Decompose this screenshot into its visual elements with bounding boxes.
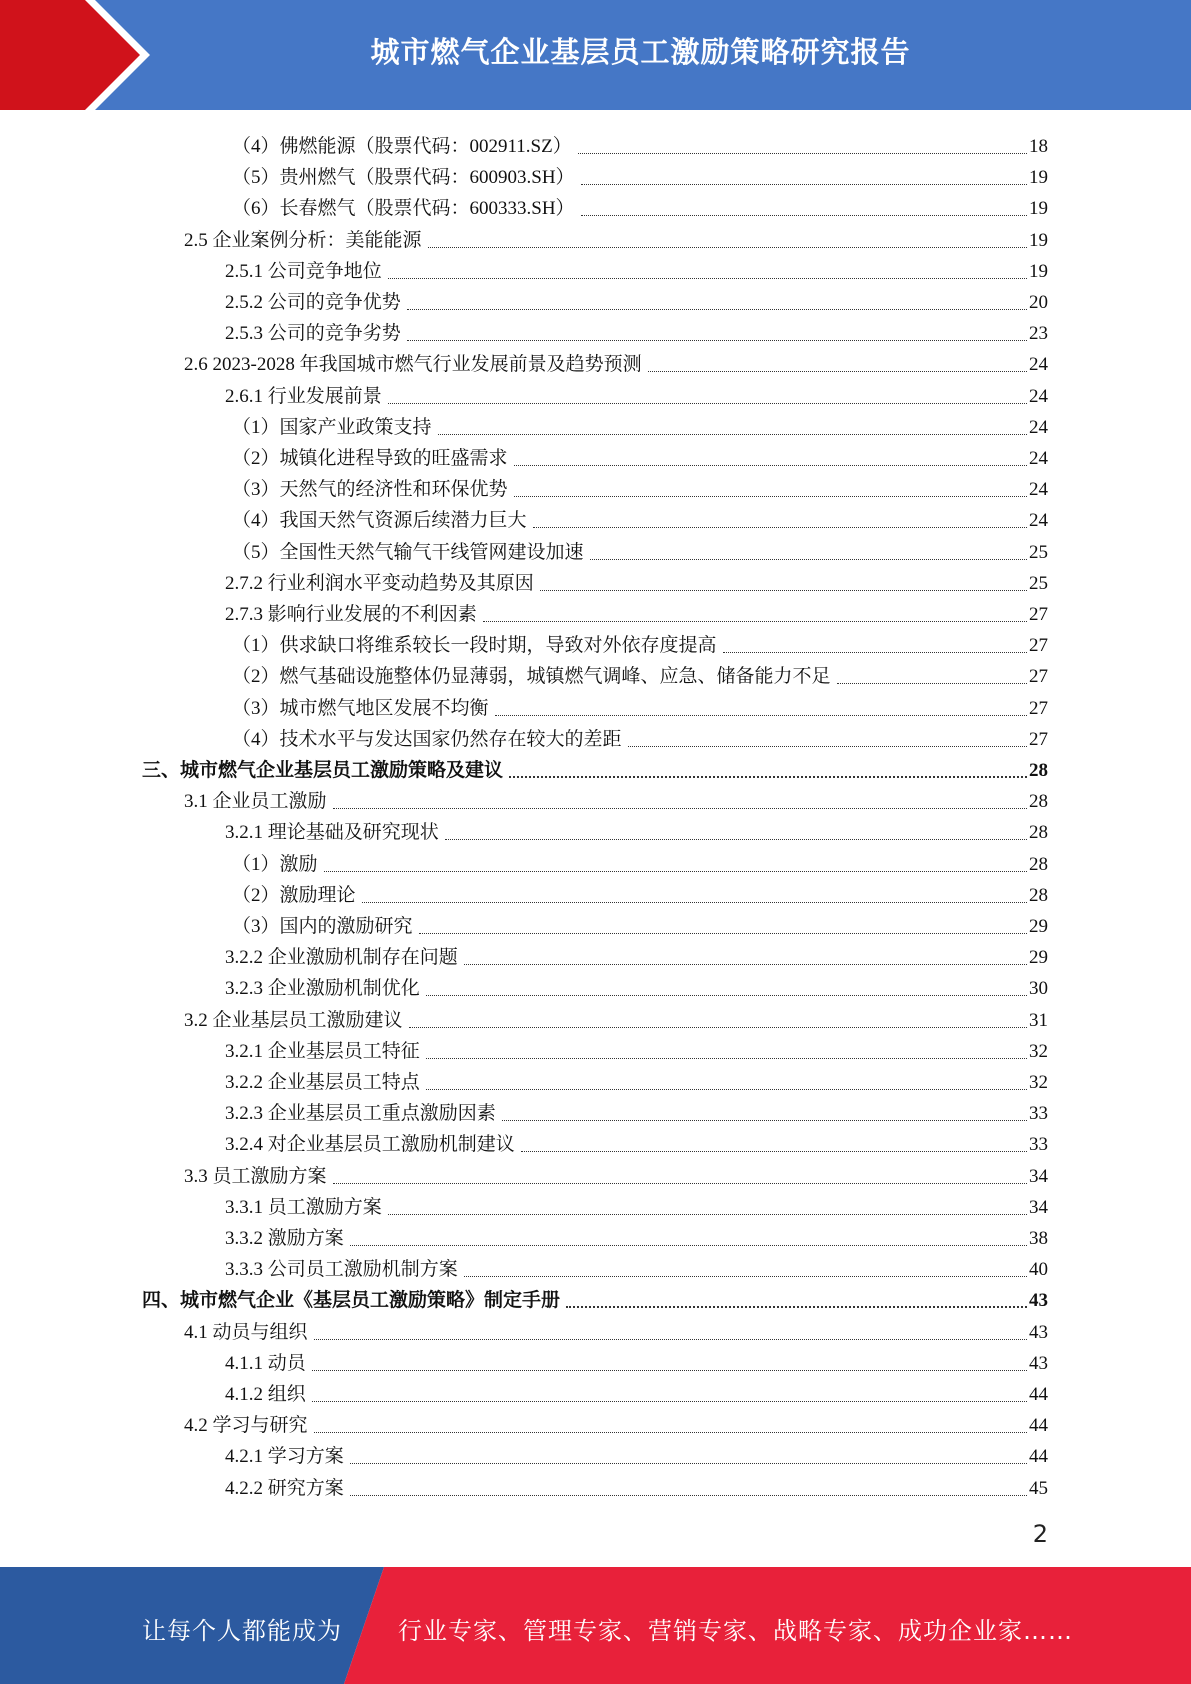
toc-entry-label: 4.2 学习与研究 xyxy=(184,1415,308,1437)
toc-entry[interactable] xyxy=(232,190,1048,221)
toc-leader-dots xyxy=(540,589,1027,591)
toc-entry-label: 3.2.1 企业基层员工特征 xyxy=(225,1040,420,1062)
toc-entry[interactable] xyxy=(232,409,1048,440)
toc-entry[interactable] xyxy=(232,846,1048,877)
toc-entry[interactable] xyxy=(232,159,1048,190)
toc-leader-dots xyxy=(350,1494,1027,1496)
toc-leader-dots xyxy=(581,183,1027,185)
toc-leader-dots xyxy=(533,526,1027,528)
toc-entry[interactable] xyxy=(232,658,1048,689)
toc-entry-label: 2.5.2 公司的竞争优势 xyxy=(225,292,401,313)
toc-entry[interactable] xyxy=(142,1282,1048,1313)
toc-entry[interactable] xyxy=(225,596,1048,627)
toc-entry-page: 24 xyxy=(1029,479,1048,501)
toc-entry[interactable] xyxy=(184,1158,1048,1189)
toc-leader-dots xyxy=(426,994,1027,996)
toc-leader-dots xyxy=(350,1462,1027,1464)
toc-leader-dots xyxy=(648,370,1027,372)
toc-entry-label: 3.2.3 企业激励机制优化 xyxy=(225,978,420,1000)
toc-entry-page: 19 xyxy=(1029,229,1048,251)
toc-leader-dots xyxy=(350,1244,1027,1246)
toc-entry[interactable] xyxy=(232,128,1048,159)
toc-entry-label: 4.1 动员与组织 xyxy=(184,1321,308,1343)
toc-entry-page: 23 xyxy=(1029,323,1048,345)
toc-leader-dots xyxy=(428,246,1027,248)
toc-entry-label: （5）全国性天然气输气干线管网建设加速 xyxy=(232,541,584,563)
toc-entry-label: （2）城镇化进程导致的旺盛需求 xyxy=(232,448,508,469)
toc-entry[interactable] xyxy=(225,253,1048,284)
toc-leader-dots xyxy=(314,1431,1027,1433)
toc-leader-dots xyxy=(426,1057,1027,1059)
toc-entry[interactable] xyxy=(225,1345,1048,1376)
toc-entry-page: 19 xyxy=(1029,167,1048,189)
toc-leader-dots xyxy=(723,651,1027,653)
toc-entry-page: 32 xyxy=(1029,1040,1048,1062)
toc-entry-label: 2.6.1 行业发展前景 xyxy=(225,385,382,407)
toc-leader-dots xyxy=(495,714,1027,716)
toc-entry[interactable] xyxy=(225,1438,1048,1469)
toc-entry[interactable] xyxy=(225,1470,1048,1501)
toc-entry-label: （6）长春燃气（股票代码：600333.SH） xyxy=(232,198,575,220)
toc-leader-dots xyxy=(590,558,1027,560)
toc-leader-dots xyxy=(578,152,1027,154)
toc-entry-label: 3.2.2 企业基层员工特点 xyxy=(225,1072,420,1093)
toc-entry-label: 2.5 企业案例分析：美能能源 xyxy=(184,229,422,251)
toc-entry[interactable] xyxy=(225,814,1048,845)
toc-entry-label: 3.3.2 激励方案 xyxy=(225,1228,344,1249)
toc-entry[interactable] xyxy=(225,1033,1048,1064)
footer-slogan-right: 行业专家、管理专家、营销专家、战略专家、成功企业家…… xyxy=(398,1617,1073,1645)
toc-entry[interactable] xyxy=(225,970,1048,1001)
toc-entry-page: 40 xyxy=(1029,1259,1048,1281)
toc-leader-dots xyxy=(464,963,1027,965)
toc-entry-label: 2.5.1 公司竞争地位 xyxy=(225,260,382,282)
toc-entry-page: 44 xyxy=(1029,1446,1048,1468)
toc-entry-page: 24 xyxy=(1029,354,1048,376)
toc-entry[interactable] xyxy=(232,502,1048,533)
toc-entry-page: 30 xyxy=(1029,978,1048,1000)
toc-leader-dots xyxy=(837,682,1027,684)
toc-entry-page: 43 xyxy=(1029,1290,1048,1312)
toc-entry[interactable] xyxy=(225,284,1048,315)
toc-entry-label: 3.3.1 员工激励方案 xyxy=(225,1196,382,1218)
toc-leader-dots xyxy=(407,339,1027,341)
toc-entry-page: 19 xyxy=(1029,198,1048,220)
toc-leader-dots xyxy=(509,775,1027,778)
page-header xyxy=(0,0,1191,110)
page-number: 2 xyxy=(1032,1520,1048,1548)
toc-entry-page: 28 xyxy=(1029,791,1048,813)
toc-entry-label: （3）城市燃气地区发展不均衡 xyxy=(232,697,489,719)
toc-leader-dots xyxy=(426,1088,1027,1090)
toc-entry-label: （1）激励 xyxy=(232,853,318,875)
toc-entry-page: 43 xyxy=(1029,1352,1048,1374)
toc-entry-page: 24 xyxy=(1029,416,1048,438)
toc-entry-page: 28 xyxy=(1029,760,1048,781)
toc-leader-dots xyxy=(483,620,1027,622)
toc-leader-dots xyxy=(502,1119,1027,1121)
toc-entry-page: 27 xyxy=(1029,666,1048,688)
toc-entry-label: （4）技术水平与发达国家仍然存在较大的差距 xyxy=(232,728,622,750)
toc-leader-dots xyxy=(333,807,1027,809)
toc-entry[interactable] xyxy=(225,378,1048,409)
toc-entry-page: 33 xyxy=(1029,1134,1048,1156)
toc-entry-label: 2.5.3 公司的竞争劣势 xyxy=(225,323,401,345)
toc-entry-label: （5）贵州燃气（股票代码：600903.SH） xyxy=(232,167,575,189)
toc-entry-page: 25 xyxy=(1029,541,1048,563)
toc-entry-page: 28 xyxy=(1029,822,1048,844)
toc-entry-label: 4.1.2 组织 xyxy=(225,1384,306,1405)
toc-entry-page: 27 xyxy=(1029,697,1048,719)
toc-entry-page: 27 xyxy=(1029,728,1048,750)
toc-entry-label: 3.3.3 公司员工激励机制方案 xyxy=(225,1259,458,1281)
toc-leader-dots xyxy=(362,901,1027,903)
toc-entry-label: （2）燃气基础设施整体仍显薄弱，城镇燃气调峰、应急、储备能力不足 xyxy=(232,666,831,688)
toc-entry-page: 29 xyxy=(1029,947,1048,969)
toc-entry[interactable] xyxy=(232,471,1048,502)
toc-entry-page: 34 xyxy=(1029,1165,1048,1187)
toc-leader-dots xyxy=(388,402,1027,404)
toc-entry-label: （1）供求缺口将维系较长一段时期，导致对外依存度提高 xyxy=(232,635,717,657)
toc-entry-label: 3.1 企业员工激励 xyxy=(184,791,327,813)
toc-entry-page: 29 xyxy=(1029,916,1048,937)
toc-entry-page: 32 xyxy=(1029,1072,1048,1093)
toc-entry[interactable] xyxy=(232,908,1048,939)
toc-entry-label: 2.7.3 影响行业发展的不利因素 xyxy=(225,604,477,625)
toc-leader-dots xyxy=(514,495,1027,497)
toc-entry-page: 38 xyxy=(1029,1228,1048,1249)
toc-entry-label: 2.6 2023-2028 年我国城市燃气行业发展前景及趋势预测 xyxy=(184,354,642,376)
toc-entry-label: （4）佛燃能源（股票代码：002911.SZ） xyxy=(232,136,572,157)
toc-entry-page: 27 xyxy=(1029,635,1048,657)
toc-entry[interactable] xyxy=(184,783,1048,814)
toc-leader-dots xyxy=(464,1275,1027,1277)
toc-entry[interactable] xyxy=(225,1251,1048,1282)
toc-entry-label: （4）我国天然气资源后续潜力巨大 xyxy=(232,510,527,532)
toc-entry-label: （2）激励理论 xyxy=(232,884,356,906)
toc-leader-dots xyxy=(438,433,1027,435)
toc-entry[interactable] xyxy=(232,877,1048,908)
toc-entry-label: 4.2.1 学习方案 xyxy=(225,1446,344,1468)
toc-entry-page: 20 xyxy=(1029,292,1048,313)
toc-leader-dots xyxy=(514,464,1027,466)
toc-entry[interactable] xyxy=(225,1220,1048,1251)
toc-leader-dots xyxy=(324,870,1027,872)
footer-slogan-left: 让每个人都能成为 xyxy=(142,1617,342,1645)
toc-leader-dots xyxy=(312,1400,1027,1402)
toc-leader-dots xyxy=(312,1369,1027,1371)
toc-entry[interactable] xyxy=(225,1064,1048,1095)
toc-entry-page: 44 xyxy=(1029,1384,1048,1405)
toc-entry-page: 25 xyxy=(1029,572,1048,594)
toc-entry[interactable] xyxy=(232,534,1048,565)
toc-entry-page: 33 xyxy=(1029,1103,1048,1125)
toc-entry-page: 18 xyxy=(1029,136,1048,157)
toc-leader-dots xyxy=(566,1305,1027,1308)
toc-entry[interactable] xyxy=(225,939,1048,970)
toc-entry[interactable] xyxy=(225,1095,1048,1126)
toc-entry[interactable] xyxy=(184,222,1048,253)
toc-entry-label: （1）国家产业政策支持 xyxy=(232,416,432,438)
toc-leader-dots xyxy=(521,1150,1027,1152)
toc-leader-dots xyxy=(409,1026,1027,1028)
toc-entry-page: 19 xyxy=(1029,260,1048,282)
toc-entry-page: 45 xyxy=(1029,1477,1048,1499)
toc-entry[interactable] xyxy=(225,1189,1048,1220)
toc-entry-label: 3.3 员工激励方案 xyxy=(184,1165,327,1187)
toc-leader-dots xyxy=(314,1338,1027,1340)
toc-entry-label: 3.2 企业基层员工激励建议 xyxy=(184,1009,403,1031)
toc-entry-label: （3）天然气的经济性和环保优势 xyxy=(232,479,508,501)
toc-entry-page: 31 xyxy=(1029,1009,1048,1031)
toc-entry-label: 3.2.1 理论基础及研究现状 xyxy=(225,822,439,844)
toc-leader-dots xyxy=(333,1182,1027,1184)
toc-entry[interactable] xyxy=(225,1126,1048,1157)
toc-entry-page: 24 xyxy=(1029,385,1048,407)
toc-entry-label: 3.2.3 企业基层员工重点激励因素 xyxy=(225,1103,496,1125)
toc-entry[interactable] xyxy=(225,315,1048,346)
toc-entry-page: 24 xyxy=(1029,510,1048,532)
toc-entry[interactable] xyxy=(184,1407,1048,1438)
toc-entry[interactable] xyxy=(142,752,1048,783)
toc-entry[interactable] xyxy=(225,1376,1048,1407)
toc-entry-label: 4.1.1 动员 xyxy=(225,1352,306,1374)
toc-leader-dots xyxy=(445,838,1027,840)
toc-leader-dots xyxy=(388,1213,1027,1215)
toc-leader-dots xyxy=(628,745,1027,747)
toc-entry-label: 三、城市燃气企业基层员工激励策略及建议 xyxy=(142,760,504,781)
toc-entry-label: 3.2.2 企业激励机制存在问题 xyxy=(225,947,458,969)
page-footer xyxy=(0,1567,1191,1684)
toc-leader-dots xyxy=(419,932,1027,934)
toc-leader-dots xyxy=(407,308,1027,310)
toc-entry[interactable] xyxy=(184,346,1048,377)
toc-leader-dots xyxy=(581,214,1027,216)
toc-leader-dots xyxy=(388,277,1027,279)
toc-entry-label: 4.2.2 研究方案 xyxy=(225,1477,344,1499)
toc-entry-label: （3）国内的激励研究 xyxy=(232,916,413,937)
toc-entry-page: 34 xyxy=(1029,1196,1048,1218)
toc-entry-label: 3.2.4 对企业基层员工激励机制建议 xyxy=(225,1134,515,1156)
toc-entry[interactable] xyxy=(232,440,1048,471)
toc-entry[interactable] xyxy=(232,690,1048,721)
toc-entry[interactable] xyxy=(232,721,1048,752)
toc-entry-page: 28 xyxy=(1029,884,1048,906)
toc-entry-label: 四、城市燃气企业《基层员工激励策略》制定手册 xyxy=(142,1290,561,1312)
toc-entry-page: 43 xyxy=(1029,1321,1048,1343)
toc-entry-page: 28 xyxy=(1029,853,1048,875)
toc-entry-page: 44 xyxy=(1029,1415,1048,1437)
toc-entry[interactable] xyxy=(184,1314,1048,1345)
toc-entry[interactable] xyxy=(232,627,1048,658)
toc-entry-page: 24 xyxy=(1029,448,1048,469)
toc-entry-label: 2.7.2 行业利润水平变动趋势及其原因 xyxy=(225,572,534,594)
toc-entry[interactable] xyxy=(184,1002,1048,1033)
toc-entry-page: 27 xyxy=(1029,604,1048,625)
toc-entry[interactable] xyxy=(225,565,1048,596)
report-title: 城市燃气企业基层员工激励策略研究报告 xyxy=(370,35,911,69)
